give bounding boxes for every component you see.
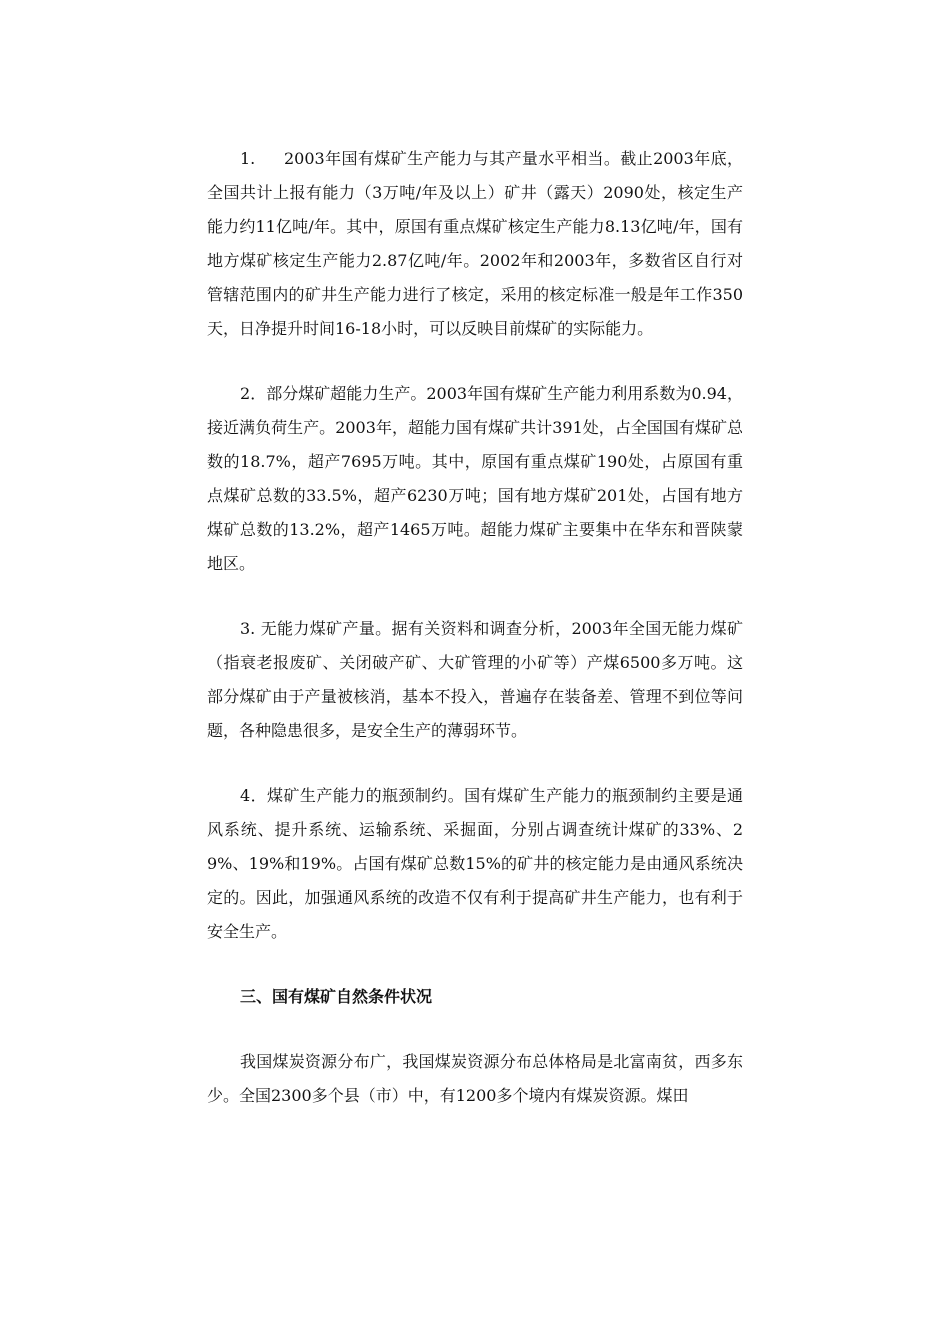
document-body xyxy=(207,142,743,1144)
paragraph-5: 我国煤炭资源分布广，我国煤炭资源分布总体格局是北富南贫，西多东少。全国2300多个县（市）中，有1200多个境内有煤炭资源。煤田 xyxy=(207,1052,743,1105)
paragraph-4: 4．煤矿生产能力的瓶颈制约。国有煤矿生产能力的瓶颈制约主要是通风系统、提升系统、运输系统、采掘面，分别占调查统计煤矿的33%、29%、19%和19%。占国有煤矿总数15%的矿井的核定能力是由通风系统决定的。因此，加强通风系统的改造不仅有利于提高矿井生产能力，也有利于安全生产。 xyxy=(207,786,743,941)
paragraph-1-number: 1. xyxy=(240,149,256,168)
paragraph-2: 2．部分煤矿超能力生产。2003年国有煤矿生产能力利用系数为0.94，接近满负荷生产。2003年，超能力国有煤矿共计391处，占全国国有煤矿总数的18.7%，超产7695万吨。其中，原国有重点煤矿190处，占原国有重点煤矿总数的33.5%，超产6230万吨；国有地方煤矿201处，占国有地方煤矿总数的13.2%，超产1465万吨。超能力煤矿主要集中在华东和晋陕蒙地区。 xyxy=(207,384,743,573)
section-heading: 三、国有煤矿自然条件状况 xyxy=(240,987,433,1006)
paragraph-1-text: 2003年国有煤矿生产能力与其产量水平相当。截止2003年底，全国共计上报有能力（3万吨/年及以上）矿井（露天）2090处，核定生产能力约11亿吨/年。其中，原国有重点煤矿核定生产能力8.13亿吨/年，国有地方煤矿核定生产能力2.87亿吨/年。2002年和2003年，多数省区自行对管辖范围内的矿井生产能力进行了核定，采用的核定标准一般是年工作350天，日净提升时间16-18小时，可以反映目前煤矿的实际能力。 xyxy=(207,149,743,338)
paragraph-3: 3. 无能力煤矿产量。据有关资料和调查分析，2003年全国无能力煤矿（指衰老报废矿、关闭破产矿、大矿管理的小矿等）产煤6500多万吨。这部分煤矿由于产量被核消，基本不投入，普遍存在装备差、管理不到位等问题，各种隐患很多，是安全生产的薄弱环节。 xyxy=(207,619,743,740)
paragraph-1 xyxy=(207,142,743,346)
